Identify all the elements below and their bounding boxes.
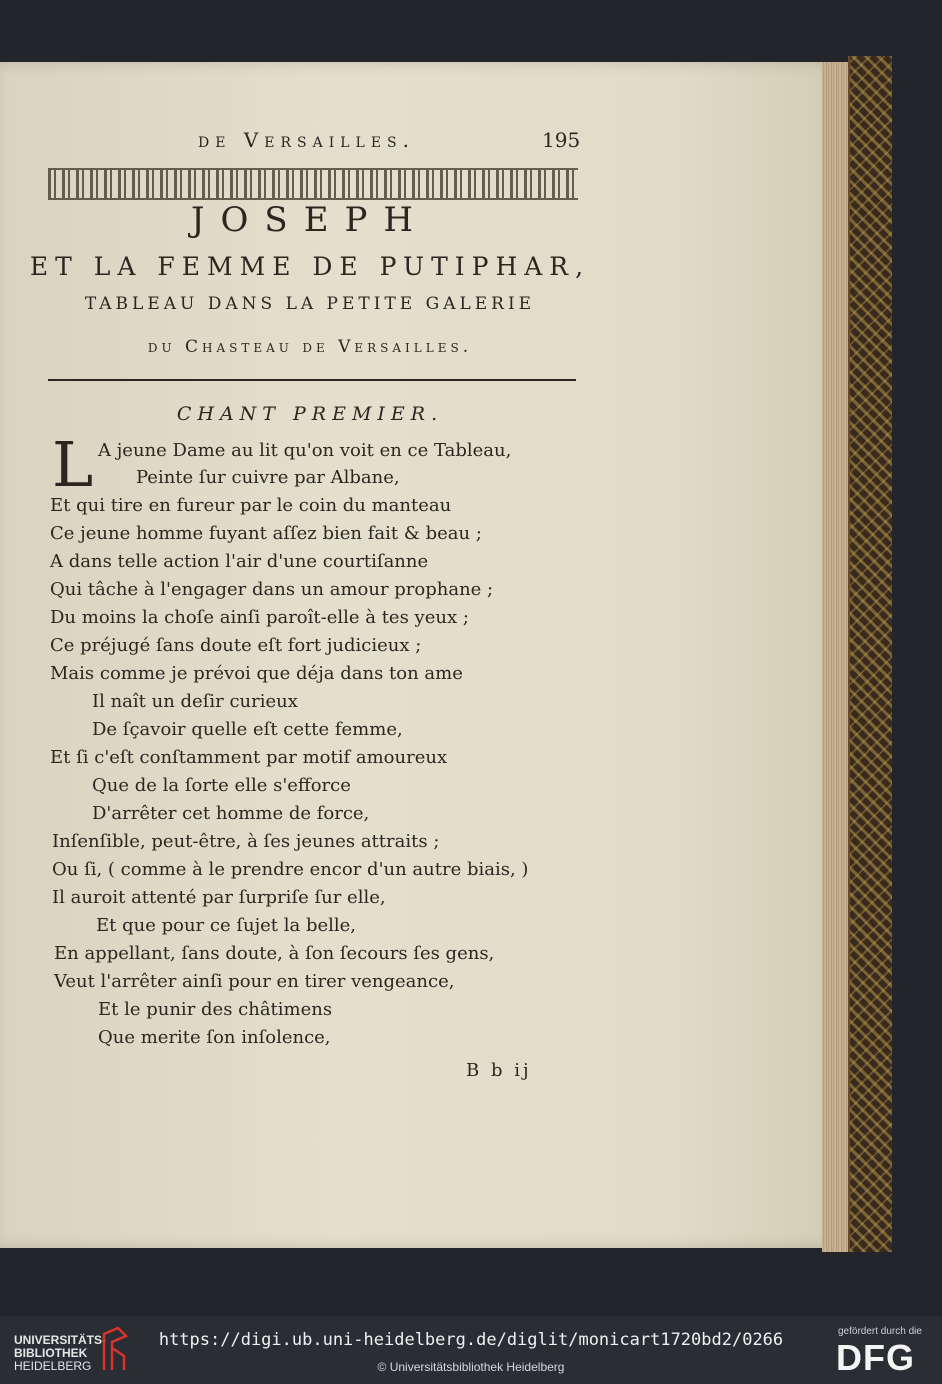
- running-title: de Versailles.: [198, 128, 415, 152]
- poem-line: A jeune Dame au lit qu'on voit en ce Tableau,: [98, 440, 512, 461]
- poem-line: Inſenſible, peut-être, à ſes jeunes attraits ;: [52, 831, 440, 852]
- dfg-logo[interactable]: DFG: [836, 1337, 915, 1378]
- logo-line: UNIVERSITÄTS-: [14, 1333, 107, 1347]
- book-binding: [848, 56, 892, 1252]
- logo-line: BIBLIOTHEK: [14, 1346, 88, 1360]
- poem-line: Que de la ſorte elle s'efforce: [92, 775, 351, 796]
- drop-capital: L: [52, 428, 94, 501]
- permalink-url[interactable]: https://digi.ub.uni-heidelberg.de/diglit/monicart1720bd2/0266: [158, 1330, 784, 1350]
- poem-line: Et le punir des châtimens: [98, 999, 333, 1020]
- poem-line: Il auroit attenté par ſurpriſe ſur elle,: [52, 887, 386, 908]
- poem-line: A dans telle action l'air d'une courtiſanne: [50, 551, 429, 572]
- copyright-notice: © Universitätsbibliothek Heidelberg: [377, 1360, 565, 1374]
- ornament-band: [48, 168, 578, 200]
- poem-line: Et ſi c'eſt conſtamment par motif amoureux: [50, 747, 448, 768]
- signature-mark: B b ij: [466, 1060, 532, 1081]
- poem-line: Ou ſi, ( comme à le prendre encor d'un autre biais, ): [52, 859, 529, 880]
- poem-line: Et qui tire en fureur par le coin du manteau: [50, 495, 452, 516]
- funding-label: gefördert durch die: [838, 1326, 922, 1337]
- poem-line: Qui tâche à l'engager dans un amour prophane ;: [50, 579, 494, 600]
- poem-line: Ce préjugé ſans doute eſt fort judicieux ;: [50, 635, 422, 656]
- poem-line: Ce jeune homme fuyant aſſez bien fait & beau ;: [50, 523, 482, 544]
- page-number: 195: [542, 128, 581, 152]
- poem-line: Peinte ſur cuivre par Albane,: [136, 467, 400, 488]
- poem-line: Mais comme je prévoi que déja dans ton ame: [50, 663, 463, 684]
- poem-line: Il naît un deſir curieux: [92, 691, 298, 712]
- title-femme: ET LA FEMME DE PUTIPHAR,: [29, 252, 591, 281]
- poem-line: Et que pour ce ſujet la belle,: [96, 915, 357, 936]
- running-head: [0, 128, 838, 152]
- title-tableau: TABLEAU DANS LA PETITE GALERIE: [84, 294, 536, 314]
- title-chasteau: du Chasteau de Versailles.: [147, 337, 473, 357]
- poem-line: En appellant, ſans doute, à ſon ſecours ſes gens,: [54, 943, 495, 964]
- poem-line: Veut l'arrêter ainſi pour en tirer vengeance,: [54, 971, 455, 992]
- logo-line: HEIDELBERG: [14, 1359, 92, 1373]
- poem-line: Du moins la choſe ainſi paroît-elle à tes yeux ;: [50, 607, 469, 628]
- title-joseph: JOSEPH: [190, 200, 430, 240]
- chant-heading: CHANT PREMIER.: [176, 403, 444, 425]
- poem-line: De ſçavoir quelle eſt cette femme,: [92, 719, 403, 740]
- poem-line: Que merite ſon inſolence,: [98, 1027, 331, 1048]
- divider-rule: [48, 379, 576, 381]
- poem-line: D'arrêter cet homme de force,: [92, 803, 370, 824]
